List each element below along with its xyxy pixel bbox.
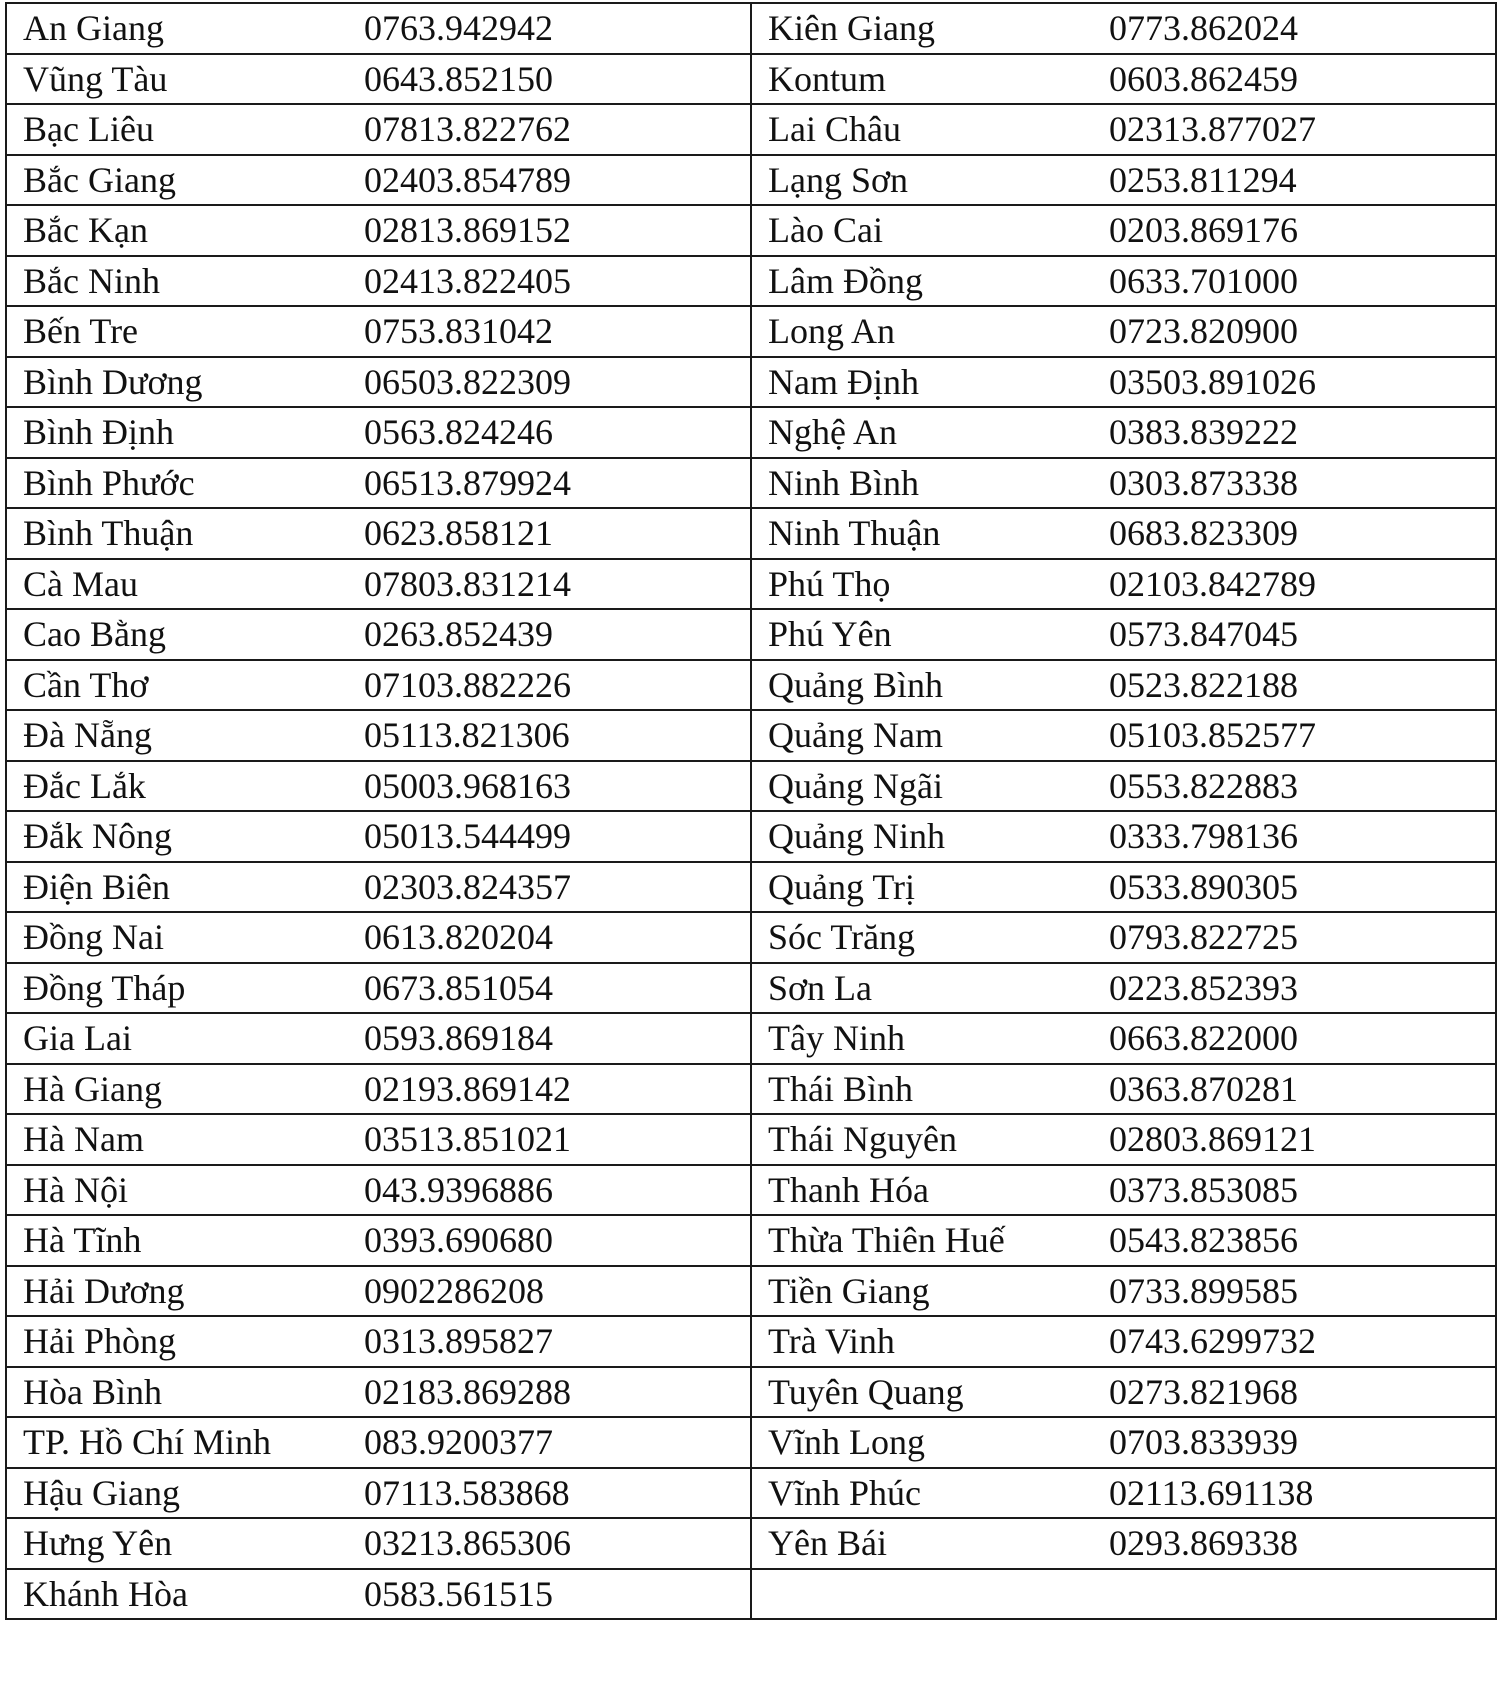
province-name-cell: Lai Châu: [751, 104, 1109, 155]
phone-number-cell: 03213.865306: [364, 1518, 751, 1569]
province-name-cell: Kontum: [751, 54, 1109, 105]
phone-number-cell: 0383.839222: [1109, 407, 1496, 458]
phone-number-cell: 0773.862024: [1109, 3, 1496, 54]
phone-number-cell: 0753.831042: [364, 306, 751, 357]
table-row: [6, 912, 1496, 963]
province-name-cell: Bắc Ninh: [6, 256, 364, 307]
phone-number-cell: 0393.690680: [364, 1215, 751, 1266]
phone-number-cell: 0643.852150: [364, 54, 751, 105]
phone-number-cell: 02113.691138: [1109, 1468, 1496, 1519]
province-name-cell: Điện Biên: [6, 862, 364, 913]
province-name-cell: Quảng Bình: [751, 660, 1109, 711]
province-name-cell: Hậu Giang: [6, 1468, 364, 1519]
province-name-cell: Tây Ninh: [751, 1013, 1109, 1064]
province-name-cell: Gia Lai: [6, 1013, 364, 1064]
province-name-cell: Bình Phước: [6, 458, 364, 509]
province-name-cell: Đắc Lắk: [6, 761, 364, 812]
phone-number-cell: 0683.823309: [1109, 508, 1496, 559]
province-name-cell: Sóc Trăng: [751, 912, 1109, 963]
phone-number-cell: 07803.831214: [364, 559, 751, 610]
table-row: [6, 205, 1496, 256]
phone-number-cell: 0223.852393: [1109, 963, 1496, 1014]
phone-number-cell: 0373.853085: [1109, 1165, 1496, 1216]
table-row: [6, 1468, 1496, 1519]
table-row: [6, 862, 1496, 913]
province-name-cell: Đồng Nai: [6, 912, 364, 963]
province-name-cell: Trà Vinh: [751, 1316, 1109, 1367]
province-name-cell: Hà Tĩnh: [6, 1215, 364, 1266]
phone-number-cell: 0523.822188: [1109, 660, 1496, 711]
province-name-cell: Hưng Yên: [6, 1518, 364, 1569]
table-row: [6, 1165, 1496, 1216]
phone-number-cell: 0902286208: [364, 1266, 751, 1317]
province-name-cell: Quảng Nam: [751, 710, 1109, 761]
phone-number-cell: 083.9200377: [364, 1417, 751, 1468]
province-name-cell: Ninh Thuận: [751, 508, 1109, 559]
phone-number-cell: 0203.869176: [1109, 205, 1496, 256]
province-name-cell: Cà Mau: [6, 559, 364, 610]
phone-number-cell: 0563.824246: [364, 407, 751, 458]
phone-number-cell: 0763.942942: [364, 3, 751, 54]
province-name-cell: Hà Giang: [6, 1064, 364, 1115]
phone-number-cell: 0613.820204: [364, 912, 751, 963]
province-name-cell: Phú Thọ: [751, 559, 1109, 610]
phone-number-cell: 0313.895827: [364, 1316, 751, 1367]
phone-number-cell: 07113.583868: [364, 1468, 751, 1519]
phone-number-cell: 0733.899585: [1109, 1266, 1496, 1317]
phone-number-cell: 05003.968163: [364, 761, 751, 812]
province-name-cell: Tuyên Quang: [751, 1367, 1109, 1418]
table-row: [6, 710, 1496, 761]
province-name-cell: Vĩnh Phúc: [751, 1468, 1109, 1519]
province-name-cell: Hà Nội: [6, 1165, 364, 1216]
phone-number-cell: 0273.821968: [1109, 1367, 1496, 1418]
table-row: [6, 104, 1496, 155]
phone-number-cell: 0623.858121: [364, 508, 751, 559]
table-row: [6, 559, 1496, 610]
province-name-cell: Thái Bình: [751, 1064, 1109, 1115]
province-name-cell: Thái Nguyên: [751, 1114, 1109, 1165]
table-row: [6, 1518, 1496, 1569]
phone-number-cell: 0293.869338: [1109, 1518, 1496, 1569]
province-name-cell: Ninh Bình: [751, 458, 1109, 509]
phone-number-cell: 05113.821306: [364, 710, 751, 761]
province-name-cell: Lào Cai: [751, 205, 1109, 256]
phone-number-cell: 02803.869121: [1109, 1114, 1496, 1165]
phone-number-cell: 0253.811294: [1109, 155, 1496, 206]
phone-number-cell: 0303.873338: [1109, 458, 1496, 509]
table-row: [6, 609, 1496, 660]
province-name-cell: Đà Nẵng: [6, 710, 364, 761]
province-name-cell: Đắk Nông: [6, 811, 364, 862]
directory-table: [5, 2, 1497, 1620]
province-name-cell: Quảng Ninh: [751, 811, 1109, 862]
province-name-cell: Tiền Giang: [751, 1266, 1109, 1317]
phone-number-cell: 0663.822000: [1109, 1013, 1496, 1064]
province-name-cell: Long An: [751, 306, 1109, 357]
table-row: [6, 660, 1496, 711]
province-name-cell: TP. Hồ Chí Minh: [6, 1417, 364, 1468]
phone-number-cell: 0593.869184: [364, 1013, 751, 1064]
province-name-cell: Thanh Hóa: [751, 1165, 1109, 1216]
province-name-cell: Quảng Ngãi: [751, 761, 1109, 812]
province-phone-directory: [5, 2, 1495, 1620]
province-name-cell: Bắc Giang: [6, 155, 364, 206]
table-row: [6, 1417, 1496, 1468]
phone-number-cell: 0583.561515: [364, 1569, 751, 1620]
table-row: [6, 1013, 1496, 1064]
province-name-cell: Hải Dương: [6, 1266, 364, 1317]
table-row: [6, 357, 1496, 408]
phone-number-cell: 0743.6299732: [1109, 1316, 1496, 1367]
phone-number-cell: 06513.879924: [364, 458, 751, 509]
province-name-cell: Hà Nam: [6, 1114, 364, 1165]
table-row: [6, 761, 1496, 812]
phone-number-cell: 0633.701000: [1109, 256, 1496, 307]
phone-number-cell: 0603.862459: [1109, 54, 1496, 105]
table-row: [6, 3, 1496, 54]
table-row: [6, 508, 1496, 559]
phone-number-cell: 07103.882226: [364, 660, 751, 711]
phone-number-cell: 06503.822309: [364, 357, 751, 408]
table-row: [6, 963, 1496, 1014]
province-name-cell: Hòa Bình: [6, 1367, 364, 1418]
province-name-cell: Kiên Giang: [751, 3, 1109, 54]
phone-number-cell: 02183.869288: [364, 1367, 751, 1418]
table-row: [6, 155, 1496, 206]
province-name-cell: Vũng Tàu: [6, 54, 364, 105]
phone-number-cell: 0553.822883: [1109, 761, 1496, 812]
phone-number-cell: 07813.822762: [364, 104, 751, 155]
phone-number-cell: 03503.891026: [1109, 357, 1496, 408]
table-row: [6, 1316, 1496, 1367]
phone-number-cell: 02313.877027: [1109, 104, 1496, 155]
province-name-cell: Cần Thơ: [6, 660, 364, 711]
phone-number-cell: 0533.890305: [1109, 862, 1496, 913]
province-name-cell: An Giang: [6, 3, 364, 54]
province-name-cell: Lạng Sơn: [751, 155, 1109, 206]
province-name-cell: Bạc Liêu: [6, 104, 364, 155]
province-name-cell: Đồng Tháp: [6, 963, 364, 1014]
table-row: [6, 811, 1496, 862]
province-name-cell: Phú Yên: [751, 609, 1109, 660]
table-row: [6, 256, 1496, 307]
table-row: [6, 1114, 1496, 1165]
phone-number-cell: 02193.869142: [364, 1064, 751, 1115]
province-name-cell: Quảng Trị: [751, 862, 1109, 913]
phone-number-cell: 02303.824357: [364, 862, 751, 913]
phone-number-cell: 0543.823856: [1109, 1215, 1496, 1266]
phone-number-cell: 0263.852439: [364, 609, 751, 660]
province-name-cell: Lâm Đồng: [751, 256, 1109, 307]
phone-number-cell: 0673.851054: [364, 963, 751, 1014]
table-row: [6, 407, 1496, 458]
table-row: [6, 1266, 1496, 1317]
province-name-cell: Thừa Thiên Huế: [751, 1215, 1109, 1266]
empty-cell: [751, 1569, 1496, 1620]
province-name-cell: Yên Bái: [751, 1518, 1109, 1569]
phone-number-cell: 02103.842789: [1109, 559, 1496, 610]
phone-number-cell: 02813.869152: [364, 205, 751, 256]
phone-number-cell: 0703.833939: [1109, 1417, 1496, 1468]
phone-number-cell: 0333.798136: [1109, 811, 1496, 862]
phone-number-cell: 0723.820900: [1109, 306, 1496, 357]
table-row: [6, 458, 1496, 509]
province-name-cell: Vĩnh Long: [751, 1417, 1109, 1468]
province-name-cell: Hải Phòng: [6, 1316, 364, 1367]
phone-number-cell: 05013.544499: [364, 811, 751, 862]
table-row: [6, 306, 1496, 357]
phone-number-cell: 05103.852577: [1109, 710, 1496, 761]
table-row: [6, 1215, 1496, 1266]
table-row: [6, 54, 1496, 105]
table-row: [6, 1569, 1496, 1620]
province-name-cell: Khánh Hòa: [6, 1569, 364, 1620]
province-name-cell: Cao Bằng: [6, 609, 364, 660]
province-name-cell: Bình Định: [6, 407, 364, 458]
table-row: [6, 1367, 1496, 1418]
phone-number-cell: 02403.854789: [364, 155, 751, 206]
directory-body: [6, 3, 1496, 1619]
province-name-cell: Sơn La: [751, 963, 1109, 1014]
phone-number-cell: 0363.870281: [1109, 1064, 1496, 1115]
phone-number-cell: 0573.847045: [1109, 609, 1496, 660]
province-name-cell: Bình Dương: [6, 357, 364, 408]
phone-number-cell: 02413.822405: [364, 256, 751, 307]
phone-number-cell: 0793.822725: [1109, 912, 1496, 963]
phone-number-cell: 03513.851021: [364, 1114, 751, 1165]
province-name-cell: Nam Định: [751, 357, 1109, 408]
province-name-cell: Nghệ An: [751, 407, 1109, 458]
table-row: [6, 1064, 1496, 1115]
province-name-cell: Bắc Kạn: [6, 205, 364, 256]
phone-number-cell: 043.9396886: [364, 1165, 751, 1216]
province-name-cell: Bến Tre: [6, 306, 364, 357]
province-name-cell: Bình Thuận: [6, 508, 364, 559]
